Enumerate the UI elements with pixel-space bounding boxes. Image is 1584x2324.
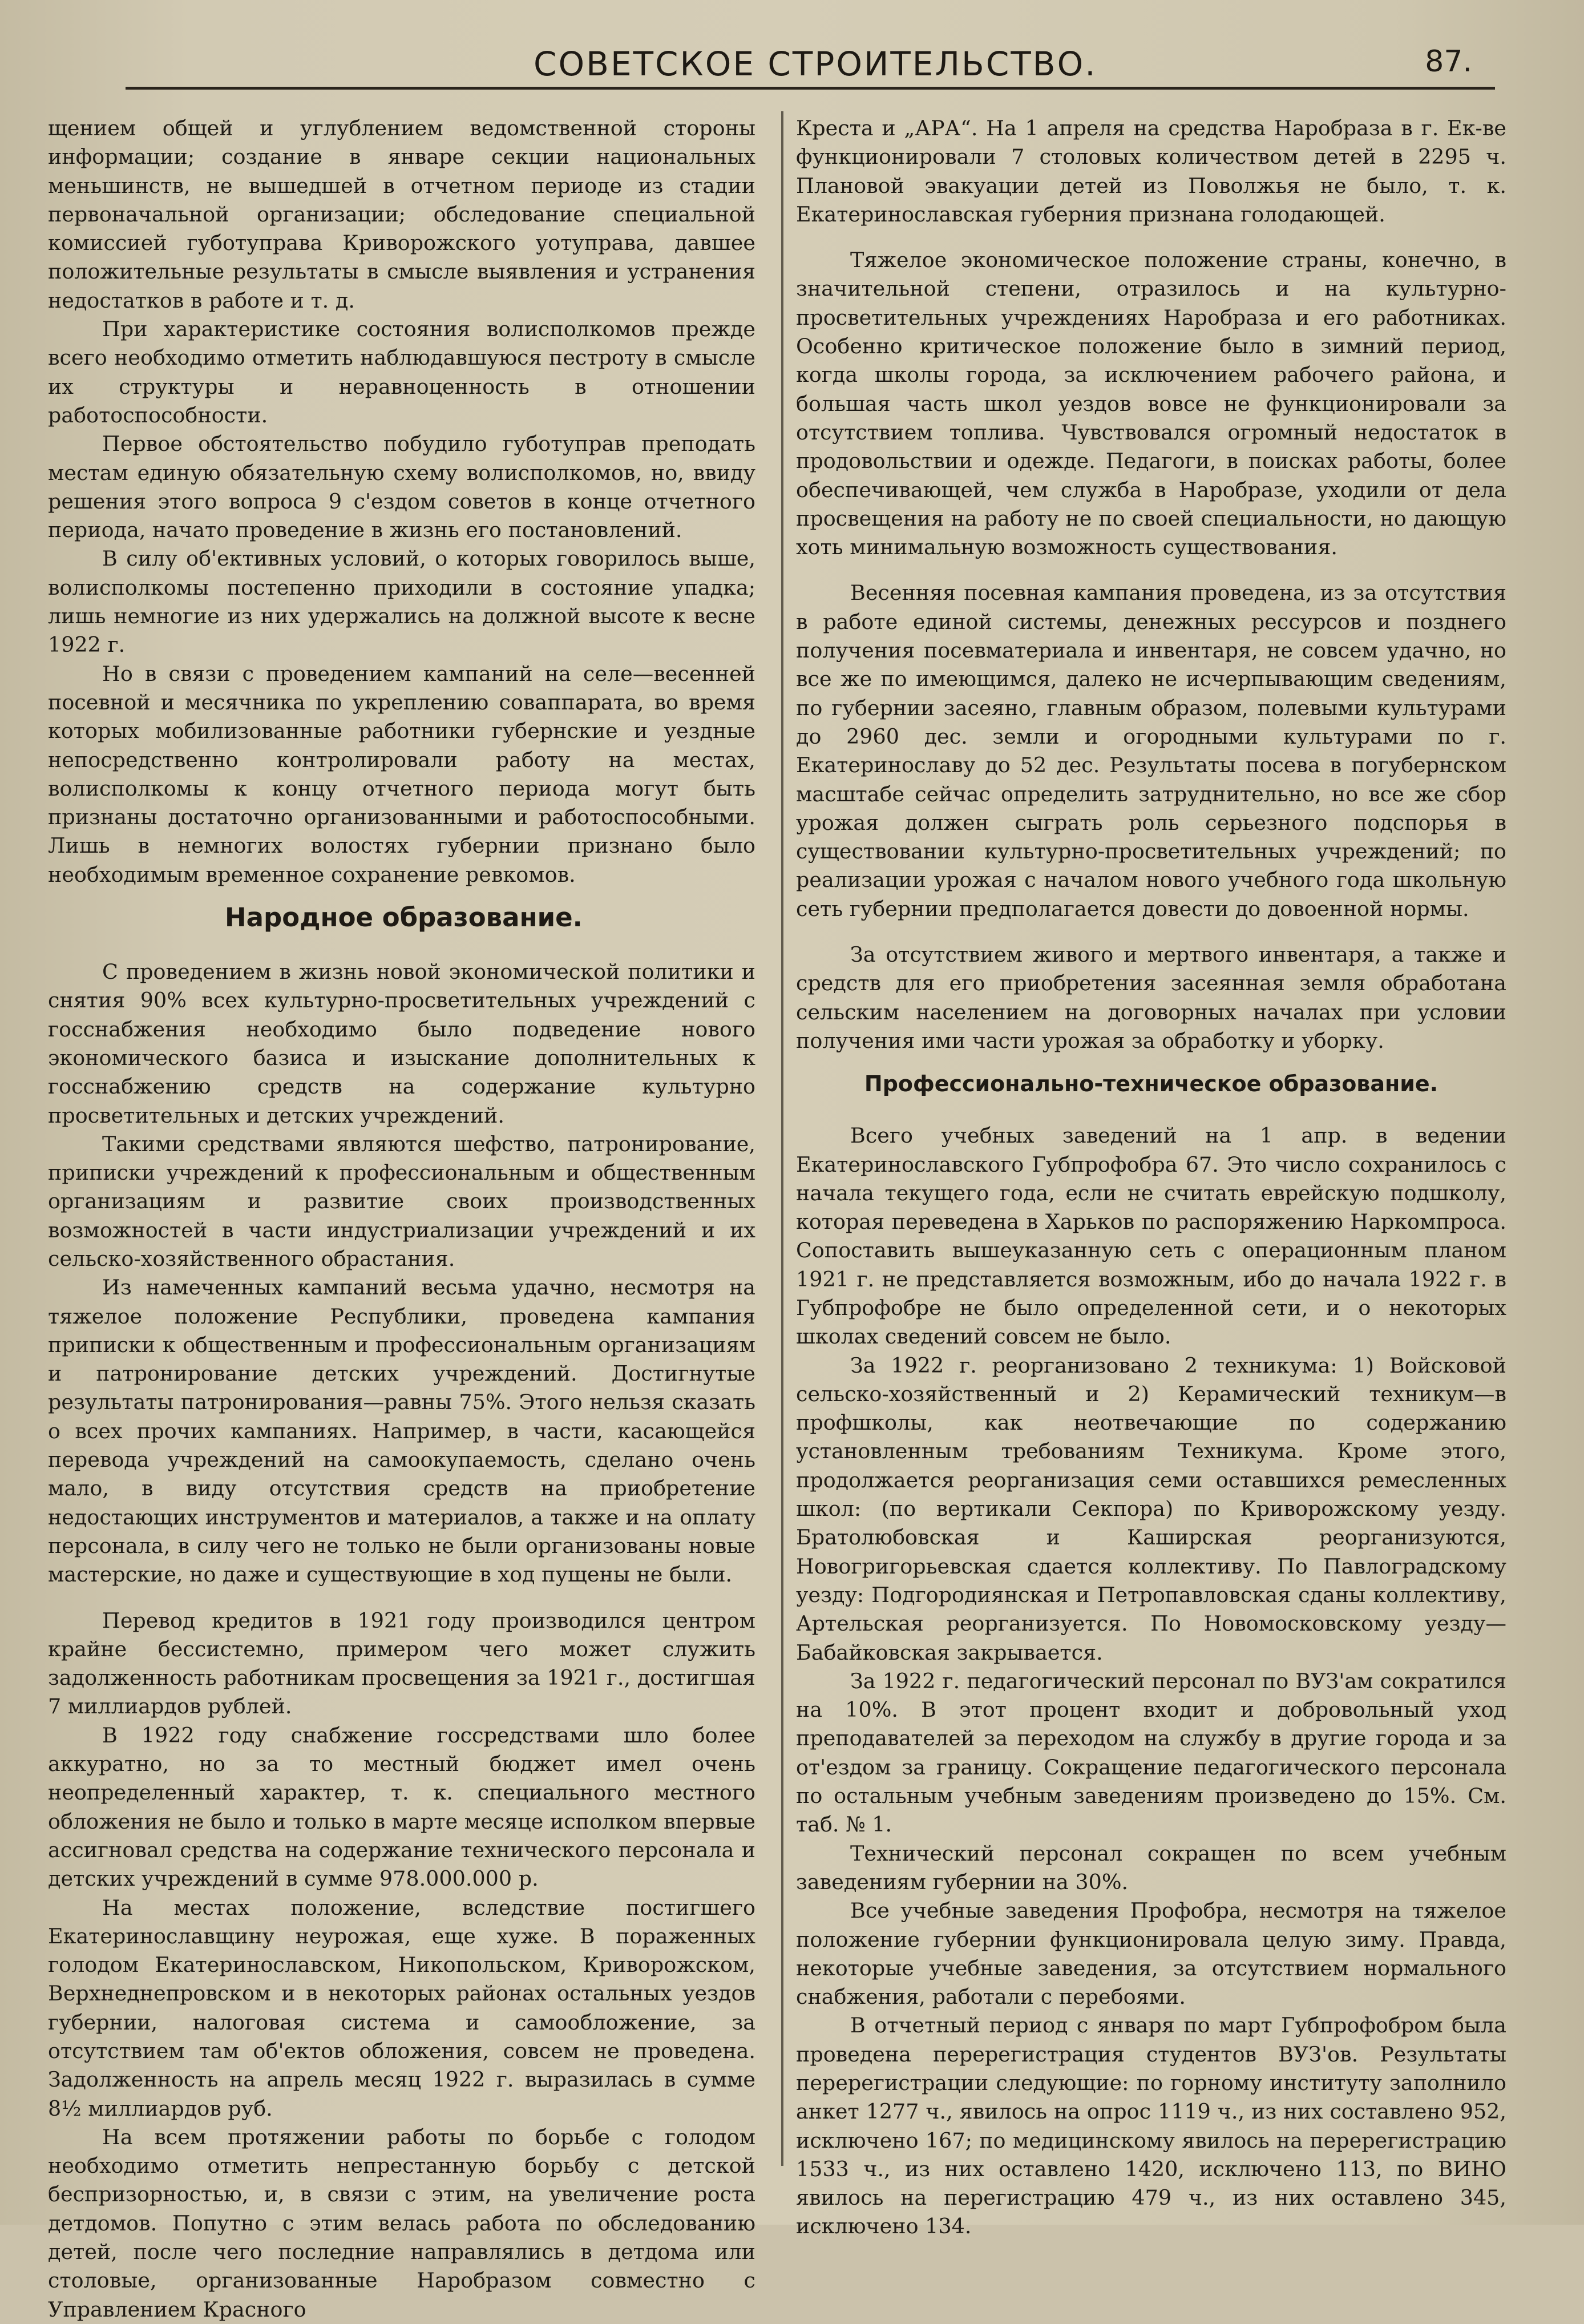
spacer: [796, 229, 1506, 246]
section-heading: Профессионально-техническое образование.: [864, 1071, 1438, 1097]
paragraph: С проведением в жизнь новой экономической политики и снятия 90% всех культурно-просветительных учреждений с госснабжения необходимо было подведение нового экономического базиса и изыскание дополнительных к госснабжению средств на содержание культурно просветительных и детских учреждений.: [48, 959, 755, 1128]
paragraph: Весенняя посевная кампания проведена, из за отсутствия в работе единой системы, денежных рессурсов и позднего получения посевматериала и инвентаря, не совсем удачно, но все же по имеющимся, далеко не исчерпывающим сведениям, по губернии засеяно, главным образом, полевыми культурами до 2960 дес. земли и огородными культурами по г. Екатеринославу до 52 дес. Результаты посева в погубернском масштабе сейчас определить затруднительно, но все же сбор урожая должен сыграть роль серьезного подспорья в существовании культурно-просветительных учреждений; по реализации урожая с началом нового учебного года школьную сеть губернии предполагается довести до довоенной нормы.: [796, 580, 1506, 921]
header-rule: [126, 87, 1495, 90]
paragraph: В 1922 году снабжение госсредствами шло более аккуратно, но за то местный бюджет имел очень неопределенный характер, т. к. специального местного обложения не было и только в марте месяце исполком впервые ассигновал средства на содержание технического персонала и детских учреждений в сумме 978.000.000 р.: [48, 1722, 755, 1891]
paragraph: Перевод кредитов в 1921 году производился центром крайне бессистемно, примером чего может служить задолженность работникам просвещения за 1921 г., достигшая 7 миллиардов рублей.: [48, 1608, 755, 1719]
paragraph: За 1922 г. реорганизовано 2 техникума: 1) Войсковой сельско-хозяйственный и 2) Керамический техникум—в профшколы, как неотвечающие по содержанию установленным требованиям Техникума. Кроме этого, продолжается реорганизация семи оставшихся ремесленных школ: (по вертикали Секпора) по Криворожскому уезду. Братолюбовская и Каширская реорганизуются, Новогригорьевская сдается коллективу. По Павлоградскому уезду: Подгородиянская и Петропавловская сданы коллективу, Артельская реорганизуется. По Новомосковскому уезду—Бабайковская закрывается.: [796, 1353, 1506, 1665]
paragraph: Такими средствами являются шефство, патронирование, приписки учреждений к профессиональным и общественным организациям и развитие своих производственных возможностей в части индустриализации учреждений и их сельско-хозяйственного обрастания.: [48, 1131, 755, 1271]
paragraph: Всего учебных заведений на 1 апр. в ведении Екатеринославского Губпрофобра 67. Это число сохранилось с начала текущего года, если не считать еврейскую подшколу, которая переведена в Харьков по распоряжению Наркомпроса. Сопоставить вышеуказанную сеть с операционным планом 1921 г. не представляется возможным, ибо до начала 1922 г. в Губпрофобре не было определенной сети, и о некоторых школах сведений совсем не было.: [796, 1123, 1506, 1349]
paragraph: Технический персонал сокращен по всем учебным заведениям губернии на 30%.: [796, 1841, 1506, 1894]
page-header: [126, 40, 1495, 94]
paragraph: щением общей и углублением ведомственной стороны информации; создание в январе секции национальных меньшинств, не вышедшей в отчетном периоде из стадии первоначальной организации; обследование специальной комиссией губотуправа Криворожского уотуправа, давшее положительные результаты в смысле выявления и устранения недостатков в работе и т. д.: [48, 116, 755, 313]
right-column: [796, 114, 1506, 2241]
running-title: СОВЕТСКОЕ СТРОИТЕЛЬСТВО.: [534, 45, 1097, 83]
paragraph: Креста и „АРА“. На 1 апреля на средства Наробраза в г. Ек-ве функционировали 7 столовых количеством детей в 2295 ч. Плановой эвакуации детей из Поволжья не было, т. к. Екатеринославская губерния признана голодающей.: [796, 116, 1506, 227]
spacer: [796, 923, 1506, 941]
paragraph: На всем протяжении работы по борьбе с голодом необходимо отметить непрестанную борьбу с детской беспризорностью, и, в связи с этим, на увеличение роста детдомов. Попутно с этим велась работа по обследованию детей, после чего последние направлялись в детдома или столовые, организованные Наробразом совместно с Управлением Красного: [48, 2124, 755, 2322]
spacer: [48, 1589, 755, 1607]
paragraph: В силу об'ективных условий, о которых говорилось выше, волисполкомы постепенно приходили в состояние упадка; лишь немногие из них удержались на должной высоте к весне 1922 г.: [48, 546, 755, 657]
spacer: [796, 562, 1506, 579]
paragraph: На местах положение, вследствие постигшего Екатеринославщину неурожая, еще хуже. В пораженных голодом Екатеринославском, Никопольском, Криворожском, Верхнеднепровском и в некоторых районах остальных уездов губернии, налоговая система и самообложение, за отсутствием там об'ектов обложения, совсем не проведена. Задолженность на апрель месяц 1922 г. выразилась в сумме 8½ миллиардов руб.: [48, 1895, 755, 2121]
page-number: 87.: [1425, 45, 1472, 79]
section-heading: Народное образование.: [225, 902, 583, 933]
paragraph: За 1922 г. педагогический персонал по ВУЗ'ам сократился на 10%. В этот процент входит и добровольный уход преподавателей за переходом на службу в другие города и за от'ездом за границу. Сокращение педагогического персонала по остальным учебным заведениям произведено до 15%. См. таб. № 1.: [796, 1668, 1506, 1837]
paragraph: Все учебные заведения Профобра, несмотря на тяжелое положение губернии функционировала целую зиму. Правда, некоторые учебные заведения, за отсутствием нормального снабжения, работали с перебоями.: [796, 1898, 1506, 2010]
paragraph: За отсутствием живого и мертвого инвентаря, а также и средств для его приобретения засеянная земля обработана сельским населением на договорных началах при условии получения ими части урожая за обработку и уборку.: [796, 942, 1506, 1053]
left-column: [48, 114, 755, 2324]
paragraph: Из намеченных кампаний весьма удачно, несмотря на тяжелое положение Республики, проведена кампания приписки к общественным и профессиональным организациям и патронирование детских учреждений. Достигнутые результаты патронирования—равны 75%. Этого нельзя сказать о всех прочих кампаниях. Например, в части, касающейся перевода учреждений на самоокупаемость, сделано очень мало, в виду отсутствия средств на приобретение недостающих инструментов и материалов, а также и на оплату персонала, в силу чего не только не были организованы новые мастерские, но даже и существующие в ход пущены не были.: [48, 1275, 755, 1587]
column-divider: [781, 111, 783, 2166]
paragraph: Первое обстоятельство побудило губотуправ преподать местам единую обязательную схему волисполкомов, но, ввиду решения этого вопроса 9 с'ездом советов в конце отчетного периода, начато проведение в жизнь его постановлений.: [48, 431, 755, 543]
paragraph: При характеристике состояния волисполкомов прежде всего необходимо отметить наблюдавшуюся пестроту в смысле их структуры и неравноценность в отношении работоспособности.: [48, 317, 755, 427]
paragraph: В отчетный период с января по март Губпрофобром была проведена перерегистрация студентов ВУЗ'ов. Результаты перерегистрации следующие: по горному институту заполнило анкет 1277 ч., явилось на опрос 1119 ч., из них составлено 952, исключено 167; по медицинскому явилось на перерегистрацию 1533 ч., из них оставлено 1420, исключено 113, по ВИНО явилось на перегистрацию 479 ч., из них оставлено 345, исключено 134.: [796, 2013, 1506, 2239]
paragraph: Тяжелое экономическое положение страны, конечно, в значительной степени, отразилось и на культурно-просветительных учреждениях Наробраза и его работниках. Особенно критическое положение было в зимний период, когда школы города, за исключением рабочего района, и большая часть школ уездов вовсе не функционировали за отсутствием топлива. Чувствовался огромный недостаток в продовольствии и одежде. Педагоги, в поисках работы, более обеспечивающей, чем служба в Наробразе, уходили от дела просвещения на работу не по своей специальности, но дающую хоть минимальную возможность существования.: [796, 248, 1506, 560]
paragraph: Но в связи с проведением кампаний на селе—весенней посевной и месячника по укреплению соваппарата, во время которых мобилизованные работники губернские и уездные непосредственно контролировали работу на местах, волисполкомы к концу отчетного периода могут быть признаны достаточно организованными и работоспособными. Лишь в немногих волостях губернии признано было необходимым временное сохранение ревкомов.: [48, 661, 755, 887]
